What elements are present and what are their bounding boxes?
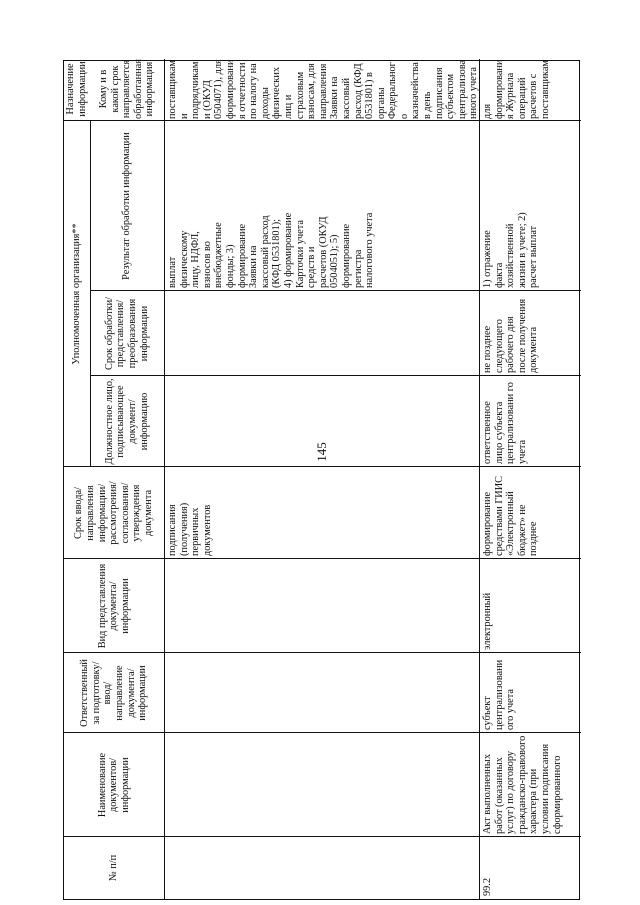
row-separator-line — [479, 59, 480, 899]
row1-purpose: поставщикам и подрядчикам и (ОКУД 0504071), для формировани я отчетности по налогу на доходы физических лиц и страховым взносам, для направления Заявки на кассовый расход (КФД 0531801) в органы Федеральног о казначейства в день подписания субъектом централизова нного учета — [167, 59, 480, 119]
row2-name: Акт выполненных работ (оказанных услуг) по договору гражданско-правового характера (при условии подписания сформированного — [482, 735, 563, 834]
col-line-2 — [64, 732, 581, 733]
header-org-result: Результат обработки информации — [121, 132, 133, 280]
row2-kind: электронный — [482, 592, 493, 650]
col-line-5 — [64, 466, 581, 467]
header-kind: Вид представления документа/ информации — [96, 563, 131, 649]
row1-num — [167, 839, 477, 896]
row1-name — [167, 735, 477, 834]
header-purpose-group: Назначение информации — [65, 61, 88, 117]
row2-purpose: для формировани я Журнала операций расчетов с поставщикам — [482, 59, 551, 119]
rotated-table-wrapper — [63, 60, 580, 900]
row2-deadline: формирование средствами ГИИС «Электронный бюджет» не позднее — [482, 475, 540, 556]
header-num: № п/п — [108, 854, 120, 882]
row2-official: ответственное лицо субъекта централизовани го учета — [482, 382, 528, 464]
col-line-3 — [64, 652, 581, 653]
row1-kind — [167, 561, 477, 650]
col-line-1 — [64, 836, 581, 837]
header-deadline: Срок ввода/ направления информации/ рассмотрения/ согласования/ утверждения документа — [73, 481, 154, 545]
row1-responsible — [167, 655, 477, 730]
col-line-4 — [64, 558, 581, 559]
row2-org-deadline: не позднее следующего рабочего дня после получения документа — [482, 298, 540, 373]
register-table — [63, 60, 580, 900]
row1-org-result: выплат физическому лицу, НДФЛ, взносов во внебюджетные фонды; 3) формирование Заявки на кассовый расход (КФД 0531801); 4) формирование Карточки учета средств и расчетов (ОКУД 0504051); 5) формирование регистра налогового учета — [167, 212, 376, 288]
header-purpose: Кому и в какой срок направляется обработанная информация — [98, 59, 156, 119]
header-org-deadline: Срок обработки/ представления/ преобразования информации — [103, 297, 150, 370]
header-responsible: Ответственный за подготовку/ ввод/ направление документа/ информации — [79, 659, 149, 727]
header-bottom-line — [164, 59, 165, 899]
header-name: Наименование документов/информации — [96, 752, 131, 818]
row1-deadline: подписания (получения) первичных документов — [167, 502, 213, 556]
row1-official — [167, 378, 477, 464]
col-line-6 — [90, 375, 581, 376]
page-number: 145 — [314, 442, 329, 462]
col-line-8 — [64, 120, 581, 121]
row2-num: 99.2 — [482, 877, 493, 896]
col-line-7 — [90, 290, 581, 291]
header-org-group: Уполномоченная организация** — [71, 223, 83, 365]
row2-responsible: субъект централизовани ого учета — [482, 659, 517, 730]
row2-org-result: 1) отражение факта хозяйственной жизни в учете; 2) расчет выплат — [482, 212, 540, 288]
header-official: Должностное лицо, подписывающее документ/ информацию — [103, 378, 150, 465]
row1-org-deadline — [167, 293, 477, 373]
